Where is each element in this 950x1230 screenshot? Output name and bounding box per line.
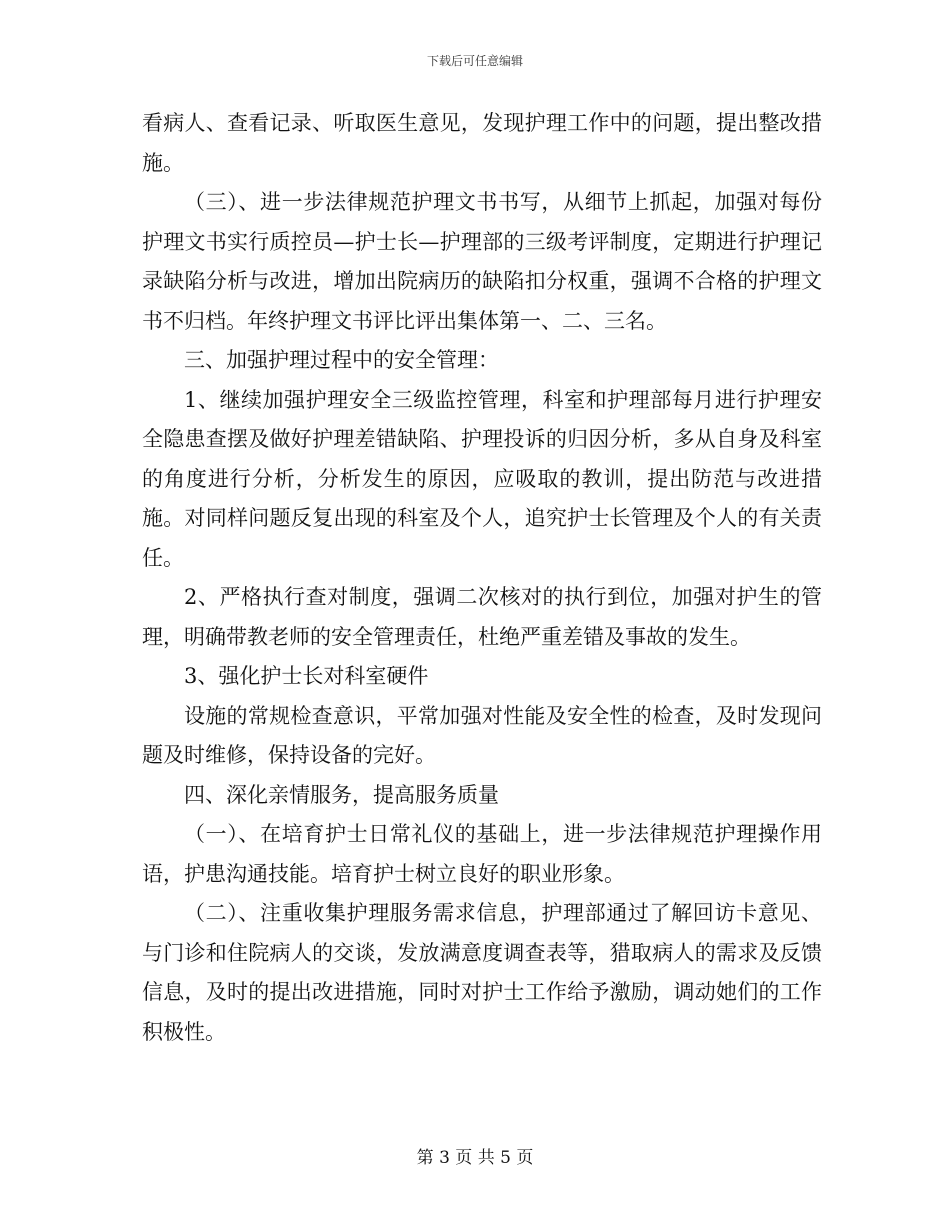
paragraph-subsection-1: （一）、在培育护士日常礼仪的基础上，进一步法律规范护理操作用语，护患沟通技能。培育护士树立良好的职业形象。 — [142, 822, 822, 886]
page-footer: 第 3 页 共 5 页 — [416, 1148, 534, 1168]
paragraph-section-3: （三）、进一步法律规范护理文书书写，从细节上抓起，加强对每份护理文书实行质控员—护士长—护理部的三级考评制度，定期进行护理记录缺陷分析与改进，增加出院病历的缺陷扣分权重，强调不合格的护理文书不归档。年终护理文书评比评出集体第一、二、三名。 — [142, 190, 822, 333]
paragraph-continuation: 看病人、查看记录、听取医生意见，发现护理工作中的问题，提出整改措施。 — [142, 111, 822, 175]
heading-service-quality: 四、深化亲情服务，提高服务质量 — [184, 782, 499, 807]
paragraph-item-3: 3、强化护士长对科室硬件 — [184, 664, 429, 688]
paragraph-item-2: 2、严格执行查对制度，强调二次核对的执行到位，加强对护生的管理，明确带教老师的安全管理责任，杜绝严重差错及事故的发生。 — [142, 585, 822, 649]
paragraph-item-1: 1、继续加强护理安全三级监控管理，科室和护理部每月进行护理安全隐患查摆及做好护理差错缺陷、护理投诉的归因分析，多从自身及科室的角度进行分析，分析发生的原因，应吸取的教训，提出防范与改进措施。对同样问题反复出现的科室及个人，追究护士长管理及个人的有关责任。 — [142, 387, 822, 570]
paragraph-subsection-2: （二）、注重收集护理服务需求信息，护理部通过了解回访卡意见、与门诊和住院病人的交谈，发放满意度调查表等，猎取病人的需求及反馈信息，及时的提出改进措施，同时对护士工作给予激励，调动她们的工作积极性。 — [142, 901, 822, 1044]
page-header: 下载后可任意编辑 — [426, 54, 523, 68]
document-body — [142, 104, 822, 1052]
paragraph-item-3-continued: 设施的常规检查意识，平常加强对性能及安全性的检查，及时发现问题及时维修，保持设备的完好。 — [142, 703, 822, 767]
heading-safety-management: 三、加强护理过程中的安全管理： — [184, 348, 499, 372]
